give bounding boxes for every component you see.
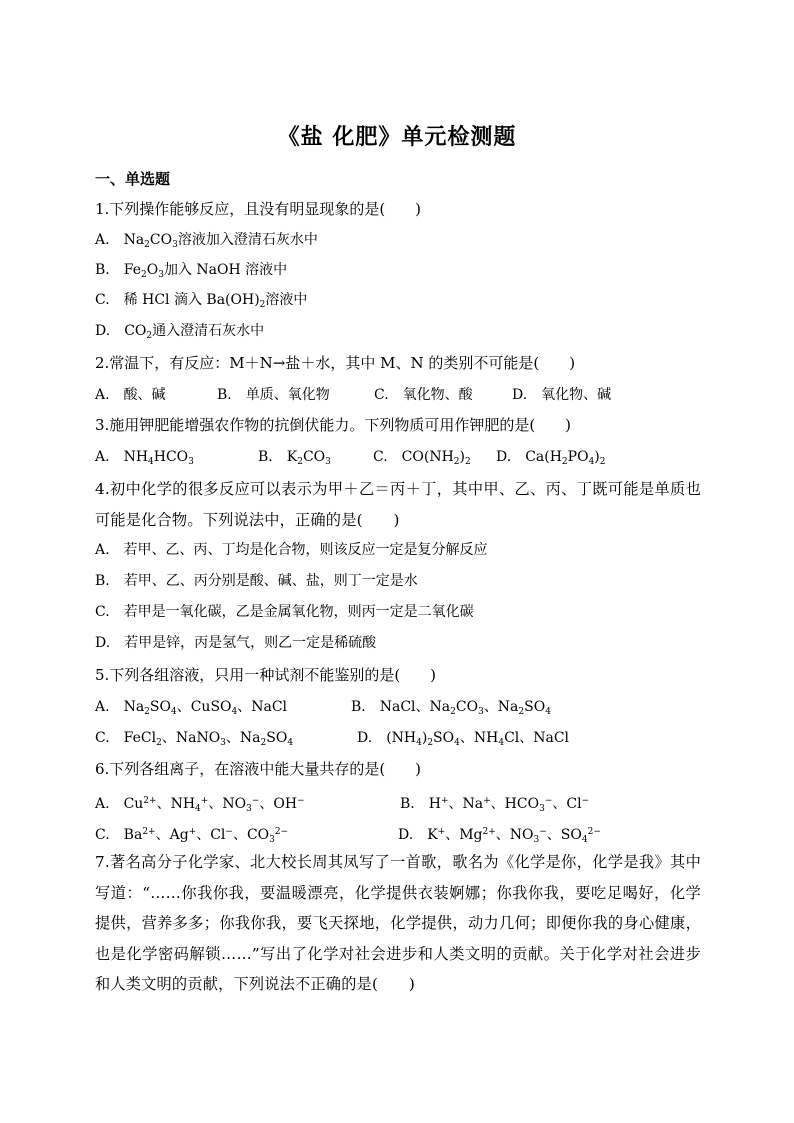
document-title: 《盐 化肥》单元检测题 — [277, 124, 517, 150]
question-3-option-a: A. $NH_4HCO_3$ — [95, 449, 194, 467]
question-4-option-a: A. 若甲、乙、丙、丁均是化合物，则该反应一定是复分解反应 — [95, 542, 488, 558]
question-5-option-b: B. NaCl、$Na_2CO_3$、$Na_2SO_4$ — [351, 699, 551, 717]
question-6-stem: 6.下列各组离子，在溶液中能大量共存的是( ) — [95, 760, 422, 778]
question-1-option-b: B. $Fe_2O_3$加入 NaOH 溶液中 — [95, 262, 288, 280]
question-5-option-a: A. $Na_2SO_4$、CuSO$_4$、NaCl — [95, 699, 288, 717]
section-heading: 一、单选题 — [95, 170, 171, 188]
question-1-option-c: C. 稀 HCl 滴入 $Ba(OH)_2$溶液中 — [95, 292, 308, 310]
question-5-stem: 5.下列各组溶液，只用一种试剂不能鉴别的是( ) — [95, 666, 437, 684]
question-4-stem: 4.初中化学的很多反应可以表示为甲＋乙＝丙＋丁，其中甲、乙、丙、丁既可能是单质也可能是化合物。下列说法中，正确的是( ) — [95, 480, 701, 529]
question-4-option-c: C. 若甲是一氧化碳，乙是金属氧化物，则丙一定是二氧化碳 — [95, 604, 474, 620]
question-4-option-b: B. 若甲、乙、丙分别是酸、碱、盐，则丁一定是水 — [95, 573, 418, 589]
question-6-option-c: C. $Ba^{2+}$、Ag+、Cl−、$CO_3^{2-}$ — [95, 827, 289, 845]
question-2-option-c: C. 氧化物、酸 — [374, 387, 473, 403]
question-3-option-c: C. $CO(NH_2)_2$ — [373, 449, 471, 467]
question-1-option-a: A. $Na_2CO_3$溶液加入澄清石灰水中 — [95, 232, 318, 250]
question-3-stem: 3.施用钾肥能增强农作物的抗倒伏能力。下列物质可用作钾肥的是( ) — [95, 416, 572, 434]
question-3-option-b: B. $K_2CO_3$ — [258, 449, 331, 467]
question-6-option-b: B. H+、Na+、$HCO_3^-$、Cl− — [400, 796, 590, 814]
question-5-option-d: D. $(NH_4)_2SO_4$、$NH_4Cl$、NaCl — [357, 730, 570, 748]
question-6-option-a: A. $Cu^{2+}$、$NH_4^+$、$NO_3^-$、OH− — [95, 796, 305, 814]
question-2-stem: 2.常温下，有反应：M＋N→盐＋水，其中 M、N 的类别不可能是( ) — [95, 354, 576, 372]
question-2-option-b: B. 单质、氧化物 — [217, 387, 330, 403]
question-7-text: 7.著名高分子化学家、北大校长周其凤写了一首歌，歌名为《化学是你，化学是我》其中写道：“……你我你我，要温暖漂亮，化学提供衣装婀娜；你我你我，要吃足喝好，化学提供，营养多多；你我你我，要飞天探地，化学提供，动力几何；即便你我的身心健康，也是化学密码解锁……”写出了化学对社会进步和人类文明的贡献。关于化学对社会进步和人类文明的贡献，下列说法不正确的是( ) — [95, 853, 701, 993]
question-4-option-d: D. 若甲是锌，丙是氢气，则乙一定是稀硫酸 — [95, 635, 377, 651]
question-1-stem: 1.下列操作能够反应，且没有明显现象的是( ) — [95, 200, 422, 218]
question-1-option-d: D. $CO_2$通入澄清石灰水中 — [95, 323, 265, 341]
question-3-option-d: D. $Ca(H_2PO_4)_2$ — [496, 449, 606, 467]
question-2-option-d: D. 氧化物、碱 — [512, 387, 612, 403]
question-6-option-d: D. K+、$Mg^{2+}$、$NO_3^-$、$SO_4^{2-}$ — [398, 827, 601, 845]
question-2-option-a: A. 酸、碱 — [95, 387, 166, 403]
question-5-option-c: C. FeCl$_2$、NaNO$_3$、$Na_2SO_4$ — [95, 730, 294, 748]
